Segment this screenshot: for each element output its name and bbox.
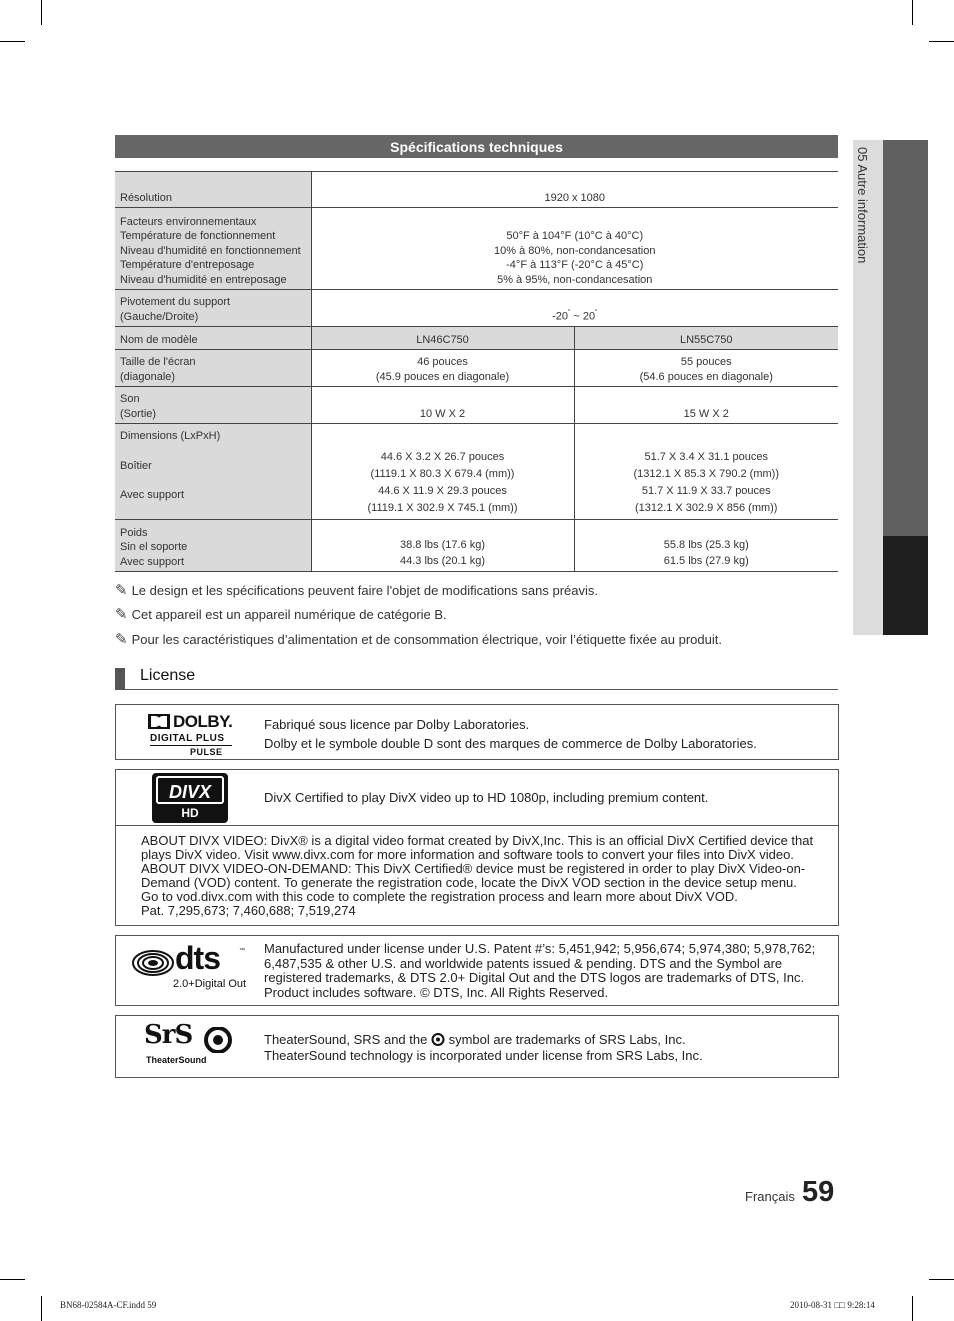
text-line: Fabriqué sous licence par Dolby Laboratories. bbox=[264, 717, 530, 732]
crop-mark bbox=[929, 1279, 954, 1280]
text-line: Manufactured under license under U.S. Patent #’s: 5,451,942; 5,956,674; 5,974,380; 5,978,762; bbox=[264, 941, 816, 956]
page-number: 59 bbox=[802, 1176, 835, 1208]
swivel-max: ~ 20 bbox=[570, 310, 596, 323]
dolby-text bbox=[264, 715, 757, 753]
row-label bbox=[115, 424, 311, 520]
label-line: Pivotement du support bbox=[120, 296, 231, 308]
text-line: Product includes software. © DTS, Inc. All Rights Reserved. bbox=[264, 984, 609, 1000]
text-line: 6,487,535 & other U.S. and worldwide patents issued & pending. DTS and the Symbol are bbox=[264, 955, 783, 971]
pencil-note-icon: ✎ bbox=[115, 581, 128, 599]
table-row bbox=[115, 290, 838, 327]
value-line: 55.8 lbs (25.3 kg) bbox=[663, 539, 749, 551]
side-tab-dark-block bbox=[883, 536, 928, 635]
value-line: (45.9 pouces en diagonale) bbox=[375, 370, 510, 383]
value-line: 51.7 X 11.9 X 33.7 pouces bbox=[641, 485, 771, 497]
note-item bbox=[115, 581, 598, 599]
dolby-license-box bbox=[115, 704, 839, 760]
value-line: (1119.1 X 302.9 X 745.1 (mm)) bbox=[367, 502, 518, 514]
label-line: Poids bbox=[120, 526, 148, 539]
text-line: Demand (VOD) content. To generate the registration code, locate the DivX VOD section in the device setup menu. bbox=[141, 875, 797, 890]
row-label: Résolution bbox=[115, 172, 311, 208]
dolby-logo bbox=[148, 713, 236, 755]
degree-mark: ˚ bbox=[567, 309, 571, 317]
dolby-double-d-icon bbox=[148, 714, 170, 729]
note-item bbox=[115, 605, 447, 623]
row-label bbox=[115, 290, 311, 327]
row-value: 1920 x 1080 bbox=[311, 172, 838, 208]
divx-logo-word: DIVX bbox=[156, 776, 224, 804]
print-date-info: 2010-08-31 □□ 9:28:14 bbox=[790, 1300, 875, 1310]
dolby-logo-line2: DIGITAL PLUS bbox=[150, 733, 232, 746]
crop-mark bbox=[929, 41, 954, 42]
value-line: 44.6 X 11.9 X 29.3 pouces bbox=[378, 485, 507, 497]
text-line: Dolby et le symbole double D sont des marques de commerce de Dolby Laboratories. bbox=[264, 736, 757, 751]
heading-marker bbox=[115, 668, 125, 689]
label-line: Boîtier bbox=[120, 459, 152, 472]
note-text: Cet appareil est un appareil numérique de catégorie B. bbox=[131, 607, 447, 622]
row-value bbox=[311, 290, 838, 327]
srs-logo-sub: TheaterSound bbox=[146, 1055, 207, 1065]
label-line: Avec support bbox=[120, 489, 185, 501]
value-line: 5% à 95%, non-condancesation bbox=[497, 273, 653, 286]
divx-about-divider bbox=[116, 825, 838, 826]
label-line: (diagonale) bbox=[120, 370, 176, 383]
value-model-2 bbox=[574, 350, 838, 387]
note-text: Le design et les spécifications peuvent faire l'objet de modifications sans préavis. bbox=[131, 583, 598, 598]
swivel-min: -20 bbox=[552, 310, 568, 323]
label-line: Avec support bbox=[120, 555, 185, 568]
label-line: Niveau d'humidité en fonctionnement bbox=[120, 244, 301, 257]
dts-wave-icon bbox=[132, 950, 174, 976]
label-line: Son bbox=[120, 393, 140, 405]
label-line: Facteurs environnementaux bbox=[120, 215, 257, 228]
row-value bbox=[311, 208, 838, 290]
dts-text bbox=[264, 942, 815, 1000]
value-line: 44.6 X 3.2 X 26.7 pouces bbox=[380, 451, 505, 463]
value-line: 61.5 lbs (27.9 kg) bbox=[663, 555, 749, 567]
crop-mark bbox=[912, 1296, 913, 1321]
srs-text bbox=[264, 1032, 703, 1064]
dts-license-box bbox=[115, 935, 839, 1006]
srs-license-box bbox=[115, 1015, 839, 1078]
table-row bbox=[115, 172, 838, 208]
footer-language: Français bbox=[745, 1189, 795, 1204]
srs-logo-word: SrS bbox=[144, 1020, 193, 1050]
value-line: -4°F à 113°F (-20°C à 45°C) bbox=[506, 259, 644, 271]
label-line: (Sortie) bbox=[120, 407, 157, 420]
dts-logo-tm: ™ bbox=[239, 948, 245, 954]
dolby-logo-word: DOLBY. bbox=[173, 712, 233, 731]
srs-symbol-icon bbox=[431, 1033, 445, 1046]
label-line: Niveau d'humidité en entreposage bbox=[120, 273, 287, 286]
divx-logo-hd: HD bbox=[181, 806, 199, 820]
crop-mark bbox=[41, 1296, 42, 1321]
value-line: 50°F à 104°F (10°C à 40°C) bbox=[506, 230, 644, 242]
crop-mark bbox=[41, 0, 42, 25]
value-line: 44.3 lbs (20.1 kg) bbox=[400, 555, 485, 567]
dts-logo-word: dts bbox=[175, 940, 220, 976]
divx-license-box bbox=[115, 769, 839, 926]
value-line: 55 pouces bbox=[680, 356, 732, 368]
value-model-1: 10 W X 2 bbox=[311, 387, 574, 424]
row-label bbox=[115, 520, 311, 572]
value-line: 38.8 lbs (17.6 kg) bbox=[400, 539, 485, 551]
table-row bbox=[115, 520, 838, 572]
srs-line-part: TheaterSound, SRS and the bbox=[264, 1032, 428, 1047]
value-line: 46 pouces bbox=[417, 356, 468, 368]
model-1: LN46C750 bbox=[311, 327, 574, 350]
srs-logo bbox=[144, 1020, 239, 1068]
value-model-2 bbox=[574, 520, 838, 572]
text-line: ABOUT DIVX VIDEO: DivX® is a digital video format created by DivX,Inc. This is an official DivX Certified device that bbox=[141, 833, 814, 848]
value-line: (1119.1 X 80.3 X 679.4 (mm)) bbox=[370, 468, 515, 480]
label-line: Température d'entreposage bbox=[120, 259, 255, 271]
text-line: Pat. 7,295,673; 7,460,688; 7,519,274 bbox=[141, 903, 356, 918]
row-label: Nom de modèle bbox=[115, 327, 311, 350]
note-item bbox=[115, 630, 722, 648]
value-line: 51.7 X 3.4 X 31.1 pouces bbox=[644, 451, 769, 463]
row-label bbox=[115, 387, 311, 424]
label-line: (Gauche/Droite) bbox=[120, 310, 199, 323]
value-line: 10% à 80%, non-condancesation bbox=[494, 244, 656, 257]
dolby-logo-line3: PULSE bbox=[190, 747, 223, 757]
table-row-model bbox=[115, 327, 838, 350]
spec-table bbox=[115, 171, 838, 572]
spec-section-title: Spécifications techniques bbox=[115, 135, 838, 158]
table-row bbox=[115, 208, 838, 290]
license-title: License bbox=[140, 667, 196, 684]
note-text: Pour les caractéristiques d’alimentation et de consommation électrique, voir l’étiquette fixée au produit. bbox=[131, 632, 722, 647]
crop-mark bbox=[912, 0, 913, 25]
side-chapter-tab bbox=[883, 140, 928, 635]
value-line: (1312.1 X 85.3 X 790.2 (mm)) bbox=[633, 468, 779, 480]
license-heading bbox=[115, 666, 838, 690]
crop-mark bbox=[0, 1279, 25, 1280]
pencil-note-icon: ✎ bbox=[115, 605, 128, 623]
text-line: TheaterSound technology is incorporated under license from SRS Labs, Inc. bbox=[264, 1048, 703, 1063]
text-line: Go to vod.divx.com with this code to complete the registration process and learn more about DivX VOD. bbox=[141, 889, 738, 904]
divx-about-text bbox=[141, 834, 813, 918]
label-line: Taille de l'écran bbox=[120, 356, 196, 368]
crop-mark bbox=[0, 41, 25, 42]
degree-mark: ˚ bbox=[595, 309, 598, 317]
label-line: Dimensions (LxPxH) bbox=[120, 430, 221, 442]
value-line: (54.6 pouces en diagonale) bbox=[639, 370, 773, 383]
side-chapter-label: 05 Autre information bbox=[855, 147, 870, 264]
table-row bbox=[115, 387, 838, 424]
srs-circle-icon bbox=[202, 1027, 236, 1053]
value-model-2: 15 W X 2 bbox=[574, 387, 838, 424]
model-2: LN55C750 bbox=[574, 327, 838, 350]
text-line bbox=[264, 1032, 703, 1048]
value-model-1 bbox=[311, 424, 574, 520]
srs-line-part: symbol are trademarks of SRS Labs, Inc. bbox=[448, 1032, 686, 1047]
divx-text: DivX Certified to play DivX video up to HD 1080p, including premium content. bbox=[264, 790, 709, 805]
dts-logo bbox=[132, 940, 252, 993]
print-file-info: BN68-02584A-CF.indd 59 bbox=[60, 1300, 157, 1310]
value-model-2 bbox=[574, 424, 838, 520]
text-line: plays DivX video. Visit www.divx.com for more information and software tools to convert your files into DivX video. bbox=[141, 847, 794, 862]
value-model-1 bbox=[311, 350, 574, 387]
pencil-note-icon: ✎ bbox=[115, 630, 128, 648]
divx-logo bbox=[152, 773, 228, 823]
row-label bbox=[115, 350, 311, 387]
row-label bbox=[115, 208, 311, 290]
label-line: Température de fonctionnement bbox=[120, 230, 276, 242]
value-model-1 bbox=[311, 520, 574, 572]
table-row bbox=[115, 424, 838, 520]
value-line: (1312.1 X 302.9 X 856 (mm)) bbox=[635, 502, 778, 514]
label-line: Sin el soporte bbox=[120, 541, 188, 553]
text-line: registered trademarks, & DTS 2.0+ Digital Out and the DTS logos are trademarks of DTS, Inc. bbox=[264, 970, 805, 985]
text-line: ABOUT DIVX VIDEO-ON-DEMAND: This DivX Certified® device must be registered in order to play DivX Video-on- bbox=[141, 861, 806, 876]
dts-logo-sub: 2.0+Digital Out bbox=[173, 978, 247, 990]
table-row bbox=[115, 350, 838, 387]
